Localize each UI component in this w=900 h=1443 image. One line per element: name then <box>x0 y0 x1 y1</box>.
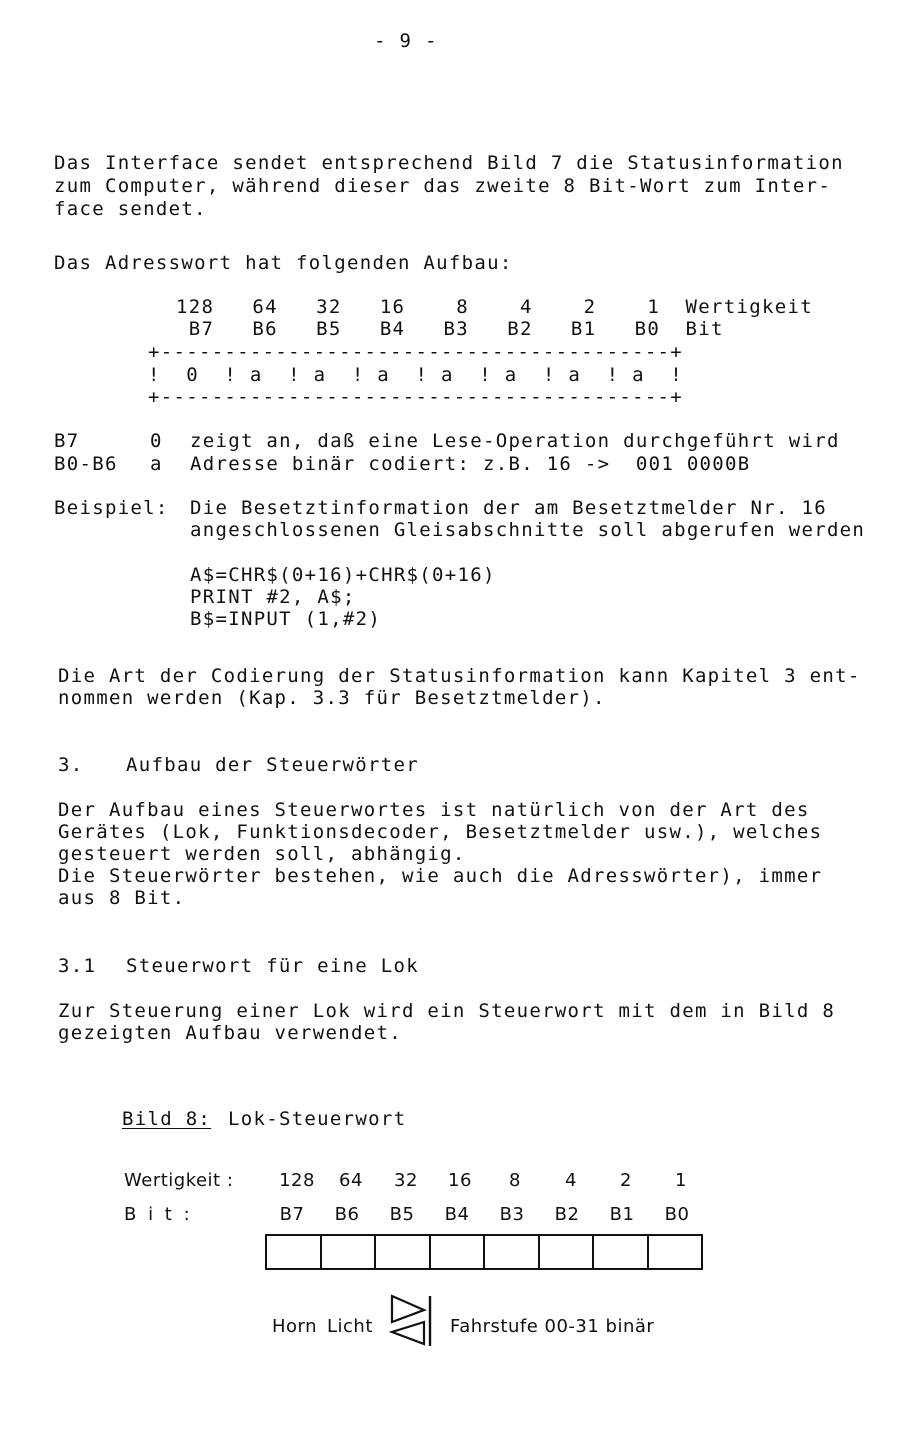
legend-text-b7: zeigt an, daß eine Lese-Operation durchgeführt wird <box>190 430 840 452</box>
section3-line-2: Gerätes (Lok, Funktionsdecoder, Besetztmelder usw.), welches <box>58 821 823 843</box>
intro-line-2: zum Computer, während dieser das zweite 8 Bit-Wort zum Inter- <box>54 175 832 197</box>
bit-b0: B0 <box>664 1204 690 1225</box>
weight-b3: 8 <box>509 1170 521 1191</box>
address-cells: ! 0 ! a ! a ! a ! a ! a ! a ! a ! <box>148 364 684 386</box>
section31-line-1: Zur Steuerung einer Lok wird ein Steuerwort mit dem in Bild 8 <box>58 1000 836 1022</box>
weight-b2: 4 <box>565 1170 577 1191</box>
bit-cells <box>265 1234 703 1270</box>
figure-title: Lok-Steuerwort <box>228 1108 407 1130</box>
bit-cell-b7 <box>265 1234 322 1270</box>
legend-key-b7: B7 <box>54 430 80 452</box>
bit-b6: B6 <box>334 1204 360 1225</box>
bit-b5: B5 <box>389 1204 415 1225</box>
bit-cell-b0 <box>647 1234 704 1270</box>
address-border-bottom: +----------------------------------------+ <box>148 386 684 408</box>
weight-b5: 32 <box>394 1170 418 1191</box>
section3-title: Aufbau der Steuerwörter <box>126 754 419 776</box>
page-number: - 9 - <box>374 30 438 52</box>
bit-b7: B7 <box>279 1204 305 1225</box>
example-line-2: angeschlossenen Gleisabschnitte soll abgerufen werden <box>190 519 866 541</box>
direction-arrows-icon <box>386 1292 434 1348</box>
address-weights: 128 64 32 16 8 4 2 1 Wertigkeit <box>176 296 813 318</box>
bit-cell-b1 <box>592 1234 649 1270</box>
section3-line-3: gesteuert werden soll, abhängig. <box>58 843 466 865</box>
coding-line-2: nommen werden (Kap. 3.3 für Besetztmelder). <box>58 687 606 709</box>
weight-b7: 128 <box>279 1170 315 1191</box>
intro-line-3: face sendet. <box>54 198 207 220</box>
code-line-2: PRINT #2, A$; <box>190 586 356 608</box>
legend-val-b0b6: a <box>150 453 163 475</box>
section31-line-2: gezeigten Aufbau verwendet. <box>58 1022 402 1044</box>
bit-b3: B3 <box>499 1204 525 1225</box>
section3-line-1: Der Aufbau eines Steuerwortes ist natürlich von der Art des <box>58 799 810 821</box>
figure-label: Bild 8: <box>122 1108 212 1130</box>
code-line-1: A$=CHR$(0+16)+CHR$(0+16) <box>190 564 496 586</box>
example-label: Beispiel: <box>54 497 169 519</box>
legend-text-b0b6: Adresse binär codiert: z.B. 16 -> 001 0000B <box>190 453 751 475</box>
intro-line-1: Das Interface sendet entsprechend Bild 7 die Statusinformation <box>54 152 844 174</box>
caption-licht: Licht <box>327 1316 373 1337</box>
address-bits: B7 B6 B5 B4 B3 B2 B1 B0 Bit <box>176 318 724 340</box>
caption-horn: Horn <box>272 1316 318 1337</box>
weight-b4: 16 <box>448 1170 472 1191</box>
legend-key-b0b6: B0-B6 <box>54 453 118 475</box>
bit-cell-b2 <box>538 1234 595 1270</box>
section3-line-4: Die Steuerwörter bestehen, wie auch die Adresswörter), immer <box>58 865 823 887</box>
bit-cell-b5 <box>374 1234 431 1270</box>
bit-b1: B1 <box>609 1204 635 1225</box>
example-line-1: Die Besetztinformation der am Besetztmelder Nr. 16 <box>190 497 827 519</box>
bit-cell-b4 <box>429 1234 486 1270</box>
section31-title: Steuerwort für eine Lok <box>126 955 419 977</box>
code-line-3: B$=INPUT (1,#2) <box>190 608 382 630</box>
figure-weight-label: Wertigkeit : <box>124 1170 234 1191</box>
bit-b2: B2 <box>554 1204 580 1225</box>
weight-b1: 2 <box>620 1170 632 1191</box>
bit-cell-b3 <box>483 1234 540 1270</box>
address-heading: Das Adresswort hat folgenden Aufbau: <box>54 252 513 274</box>
section3-line-5: aus 8 Bit. <box>58 887 186 909</box>
bit-cell-b6 <box>320 1234 377 1270</box>
weight-b0: 1 <box>675 1170 687 1191</box>
bit-b4: B4 <box>444 1204 470 1225</box>
legend-val-b7: 0 <box>150 430 163 452</box>
coding-line-1: Die Art der Codierung der Statusinformation kann Kapitel 3 ent- <box>58 665 861 687</box>
caption-fahrstufe: Fahrstufe 00-31 binär <box>450 1316 655 1337</box>
weight-b6: 64 <box>339 1170 363 1191</box>
section3-number: 3. <box>58 754 84 776</box>
address-border-top: +----------------------------------------+ <box>148 341 684 363</box>
section31-number: 3.1 <box>58 955 97 977</box>
figure-bit-label: B i t : <box>124 1204 193 1225</box>
